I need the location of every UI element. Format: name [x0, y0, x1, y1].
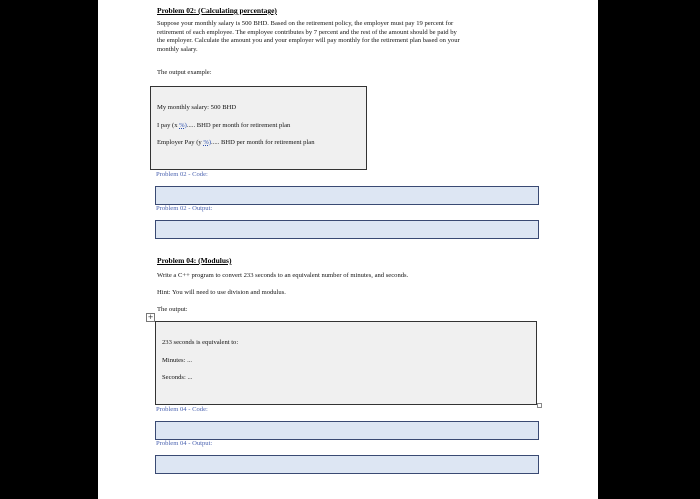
- output-text: %): [179, 122, 187, 129]
- problem02-code-label: Problem 02 - Code:: [156, 171, 208, 178]
- problem02-desc-line: monthly salary.: [157, 45, 198, 53]
- problem02-output-field[interactable]: [155, 220, 539, 239]
- output-text: Employer Pay (y: [157, 139, 204, 146]
- problem04-output-box: [155, 321, 537, 405]
- output-line: [157, 139, 315, 146]
- output-line: Minutes: ...: [162, 357, 193, 364]
- problem02-desc-line: Suppose your monthly salary is 500 BHD. Based on the retirement policy, the employer must pay 19 percent for: [157, 20, 454, 27]
- output-text: %): [203, 139, 212, 146]
- output-line: [157, 122, 290, 129]
- problem04-hint: Hint: You will need to use division and modulus.: [157, 289, 286, 296]
- problem02-description: [157, 20, 552, 54]
- problem02-desc-line: the employer. Calculate the amount you and your employer will pay monthly for the retirement plan based on your: [157, 37, 460, 45]
- problem02-output-label: Problem 02 - Output:: [156, 205, 213, 212]
- problem04-description: Write a C++ program to convert 233 seconds to an equivalent number of minutes, and seconds.: [157, 272, 409, 279]
- problem02-desc-line: retirement of each employee. The employee contributes by 7 percent and the rest of the amount should be paid by: [157, 28, 457, 36]
- output-text: ..... BHD per month for retirement plan: [186, 122, 291, 129]
- problem04-title: Problem 04: (Modulus): [157, 256, 232, 265]
- problem04-output-field[interactable]: [155, 455, 539, 474]
- problem04-output-label: The output:: [157, 306, 188, 313]
- problem02-title: Problem 02: (Calculating percentage): [157, 6, 277, 15]
- output-line: Seconds: ...: [162, 374, 193, 381]
- problem02-code-field[interactable]: [155, 186, 539, 205]
- document-page: [98, 0, 598, 499]
- output-line: 233 seconds is equivalent to:: [162, 339, 239, 346]
- output-text: ..... BHD per month for retirement plan: [211, 139, 315, 146]
- problem04-output-label: Problem 04 - Output:: [156, 440, 213, 447]
- output-text: I pay (x: [157, 122, 180, 129]
- problem02-output-box: [150, 86, 367, 170]
- expand-icon[interactable]: +: [147, 313, 154, 321]
- problem04-code-label: Problem 04 - Code:: [156, 406, 208, 413]
- output-line: My monthly salary: 500 BHD: [157, 104, 237, 111]
- problem04-code-field[interactable]: [155, 421, 539, 440]
- resize-handle[interactable]: [537, 403, 542, 408]
- problem02-output-example-label: The output example:: [157, 69, 212, 76]
